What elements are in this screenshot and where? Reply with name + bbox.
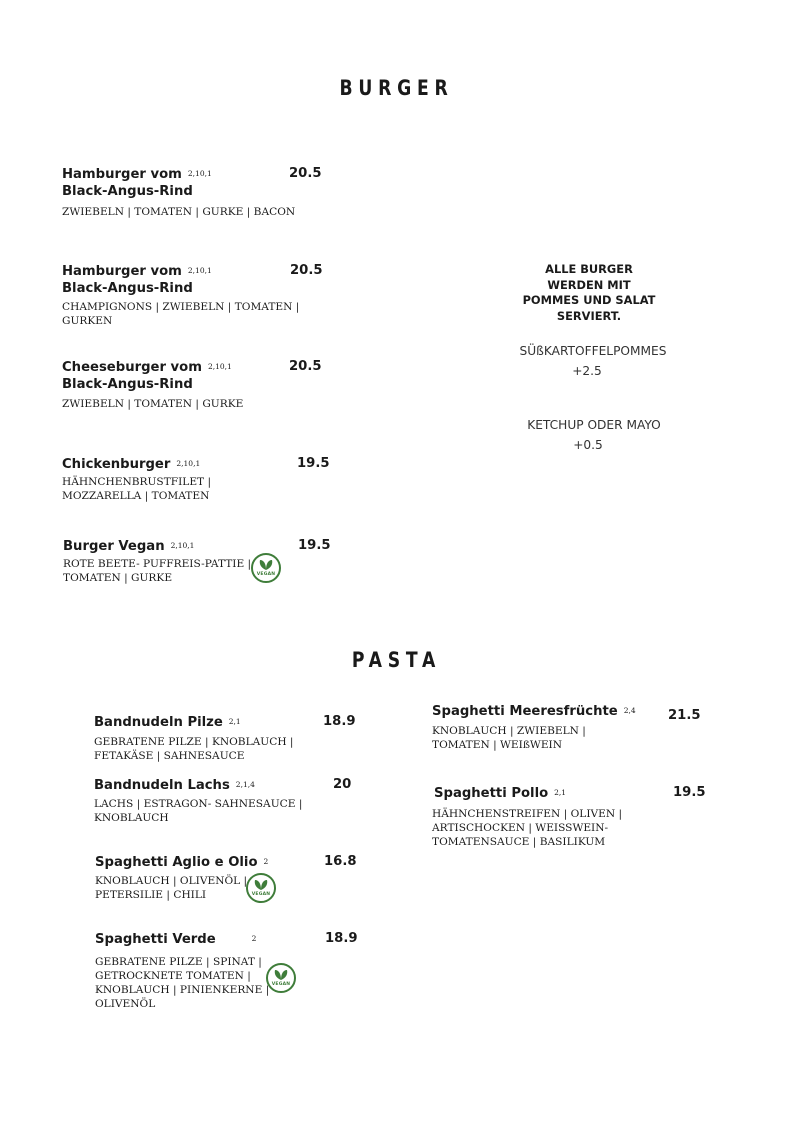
- extra-price: +2.5: [572, 364, 602, 378]
- item-price: 19.5: [673, 785, 706, 800]
- allergen-codes: 2,10,1: [207, 362, 232, 371]
- item-name-line2: Black-Angus-Rind: [62, 281, 193, 296]
- item-description: ZWIEBELN | TOMATEN | GURKE: [62, 398, 244, 410]
- item-description: LACHS | ESTRAGON- SAHNESAUCE | KNOBLAUCH: [94, 798, 303, 824]
- vegan-badge: [251, 553, 281, 583]
- menu-item-pasta-4: [95, 930, 358, 1014]
- item-description: ZWIEBELN | TOMATEN | GURKE | BACON: [62, 206, 296, 218]
- vegan-label: VEGAN: [251, 892, 271, 897]
- item-name: [94, 713, 241, 731]
- extra-option: [473, 341, 713, 381]
- item-name: [62, 262, 212, 297]
- item-name-text: Bandnudeln Pilze: [94, 715, 223, 730]
- item-name: [434, 784, 566, 802]
- item-name-line1: Chickenburger: [62, 457, 171, 472]
- item-name: [432, 702, 636, 720]
- item-name-line1: Hamburger vom: [62, 167, 182, 182]
- menu-item-pasta-3: [95, 853, 357, 905]
- item-name-line1: Burger Vegan: [63, 539, 165, 554]
- item-name-line2: Black-Angus-Rind: [62, 184, 193, 199]
- menu-item-pasta-2: [94, 776, 352, 828]
- item-description: GEBRATENE PILZE | KNOBLAUCH | FETAKÄSE | SAHNESAUCE: [94, 736, 294, 762]
- extra-label: SÜßKARTOFFELPOMMES: [519, 344, 667, 358]
- menu-item-pasta-1: [94, 713, 356, 769]
- item-price: 21.5: [668, 708, 701, 723]
- item-name-text: Spaghetti Verde: [95, 932, 216, 947]
- item-description: ROTE BEETE- PUFFREIS-PATTIE | TOMATEN | GURKE: [63, 558, 252, 584]
- allergen-codes: 2,10,1: [187, 266, 212, 275]
- extra-label: KETCHUP ODER MAYO: [527, 418, 661, 432]
- extra-price: +0.5: [573, 438, 603, 452]
- item-price: 18.9: [323, 714, 356, 729]
- allergen-codes: 2,10,1: [187, 169, 212, 178]
- allergen-codes: 2,10,1: [170, 541, 195, 550]
- item-description: GEBRATENE PILZE | SPINAT | GETROCKNETE TOMATEN | KNOBLAUCH | PINIENKERNE | OLIVENÖL: [95, 956, 270, 1010]
- item-name-line2: Black-Angus-Rind: [62, 377, 193, 392]
- item-name-text: Spaghetti Meeresfrüchte: [432, 704, 618, 719]
- item-description: KNOBLAUCH | ZWIEBELN | TOMATEN | WEIßWEIN: [432, 725, 586, 751]
- item-name-text: Bandnudeln Lachs: [94, 778, 230, 793]
- item-price: 16.8: [324, 854, 357, 869]
- menu-item-pasta-6: [432, 784, 706, 854]
- item-name: [95, 853, 268, 871]
- item-name-text: Spaghetti Pollo: [434, 786, 549, 801]
- allergen-codes: 2: [263, 857, 269, 866]
- item-price: 18.9: [325, 931, 358, 946]
- allergen-codes: 2,1: [554, 788, 567, 797]
- menu-item-burger-3: [62, 358, 324, 418]
- burger-serving-note: ALLE BURGER WERDEN MIT POMMES UND SALAT SERVIERT.: [522, 262, 656, 323]
- allergen-codes: 2,1,4: [235, 780, 255, 789]
- vegan-label: VEGAN: [271, 982, 291, 987]
- item-name: [62, 165, 212, 200]
- item-name-line1: Hamburger vom: [62, 264, 182, 279]
- item-description: HÄHNCHENSTREIFEN | OLIVEN | ARTISCHOCKEN | WEISSWEIN- TOMATENSAUCE | BASILIKUM: [432, 808, 623, 848]
- item-name: [62, 455, 200, 473]
- item-name: [63, 537, 194, 555]
- menu-item-burger-5: [63, 537, 331, 587]
- item-price: 20.5: [290, 263, 323, 278]
- item-name-line1: Cheeseburger vom: [62, 360, 202, 375]
- allergen-codes: 2,10,1: [176, 459, 201, 468]
- menu-item-pasta-5: [432, 702, 701, 756]
- item-description: KNOBLAUCH | OLIVENÖL | PETERSILIE | CHILI: [95, 875, 248, 901]
- menu-item-burger-1: [62, 165, 324, 225]
- item-price: 20.5: [289, 359, 322, 374]
- vegan-badge: [246, 873, 276, 903]
- item-name: [95, 930, 256, 948]
- extra-option: [474, 415, 714, 455]
- item-name: [94, 776, 255, 794]
- vegan-label: VEGAN: [256, 572, 276, 577]
- item-description: CHAMPIGNONS | ZWIEBELN | TOMATEN | GURKEN: [62, 301, 300, 327]
- item-name-text: Spaghetti Aglio e Olio: [95, 855, 258, 870]
- item-price: 20: [333, 777, 352, 792]
- burger-section-title: BURGER: [339, 76, 454, 100]
- allergen-codes: 2: [251, 934, 257, 943]
- allergen-codes: 2,4: [623, 706, 636, 715]
- item-price: 19.5: [297, 456, 330, 471]
- leaf-icon: [258, 558, 274, 571]
- pasta-section-title: PASTA: [351, 648, 442, 672]
- item-price: 20.5: [289, 166, 322, 181]
- allergen-codes: 2,1: [228, 717, 241, 726]
- leaf-icon: [273, 968, 289, 981]
- item-name: [62, 358, 232, 393]
- menu-item-burger-2: [62, 262, 324, 332]
- item-description: HÄHNCHENBRUSTFILET | MOZZARELLA | TOMATEN: [62, 476, 212, 502]
- item-price: 19.5: [298, 538, 331, 553]
- vegan-badge: [266, 963, 296, 993]
- menu-item-burger-4: [62, 455, 330, 505]
- leaf-icon: [253, 878, 269, 891]
